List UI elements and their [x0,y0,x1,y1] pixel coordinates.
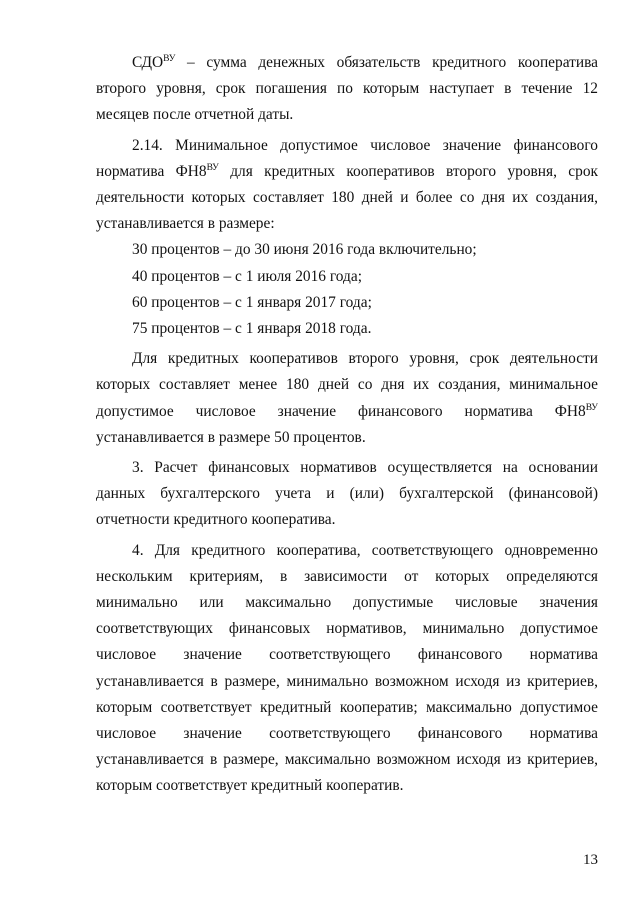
list-item-60-percent: 60 процентов – с 1 января 2017 года; [132,293,372,311]
paragraph-2-14-text-start: 2.14. Минимальное допустимое числовое значение финансового норматива ФН8 [96,136,598,180]
paragraph-2-14-text-end: для кредитных кооперативов второго уровня, срок деятельности которых составляет 180 дней и более со дня их создания, устанавливается в размере: [96,162,598,233]
paragraph-under-180-days-text-end: устанавливается в размере 50 процентов. [96,428,366,446]
paragraph-2-14-superscript: ВУ [206,162,219,173]
paragraph-under-180-days [96,346,598,451]
paragraph-under-180-days-superscript: ВУ [585,402,598,413]
list-item-30-percent: 30 процентов – до 30 июня 2016 года включительно; [132,241,477,259]
paragraph-3: 3. Расчет финансовых нормативов осуществляется на основании данных бухгалтерского учета и (или) бухгалтерской (финансовой) отчетности кредитного кооператива. [96,459,598,529]
paragraph-under-180-days-text-start: Для кредитных кооперативов второго уровня, срок деятельности которых составляет менее 180 дней со дня их создания, минимальное допустимое числовое значение финансового норматива ФН8 [96,350,598,420]
document-page [96,50,598,800]
list-item-40-percent: 40 процентов – с 1 июля 2016 года; [132,267,362,285]
sdo-definition-text: – сумма денежных обязательств кредитного кооператива второго уровня, срок погашения по которым наступает в течение 12 месяцев после отчетной даты. [96,54,598,124]
term-sdo-superscript: ВУ [163,54,176,64]
paragraph-4: 4. Для кредитного кооператива, соответствующего одновременно нескольким критериям, в зависимости от которых определяются минимально или максимально допустимые числовые значения соответствующих финансовых нормативов, минимально допустимое числовое значение соответствующего финансового норматива устанавливается в размере, минимально возможном исходя из критериев, которым соответствует кредитный кооператив; максимально допустимое числовое значение соответствующего финансового норматива устанавливается в размере, максимально возможном исходя из критериев, которым соответствует кредитный кооператив. [96,541,598,795]
term-sdo: СДО [132,54,164,71]
list-item-75-percent: 75 процентов – с 1 января 2018 года. [132,320,372,338]
paragraph-2-14 [96,133,598,238]
page-number: 13 [583,852,598,868]
paragraph-sdo-definition [96,50,598,129]
